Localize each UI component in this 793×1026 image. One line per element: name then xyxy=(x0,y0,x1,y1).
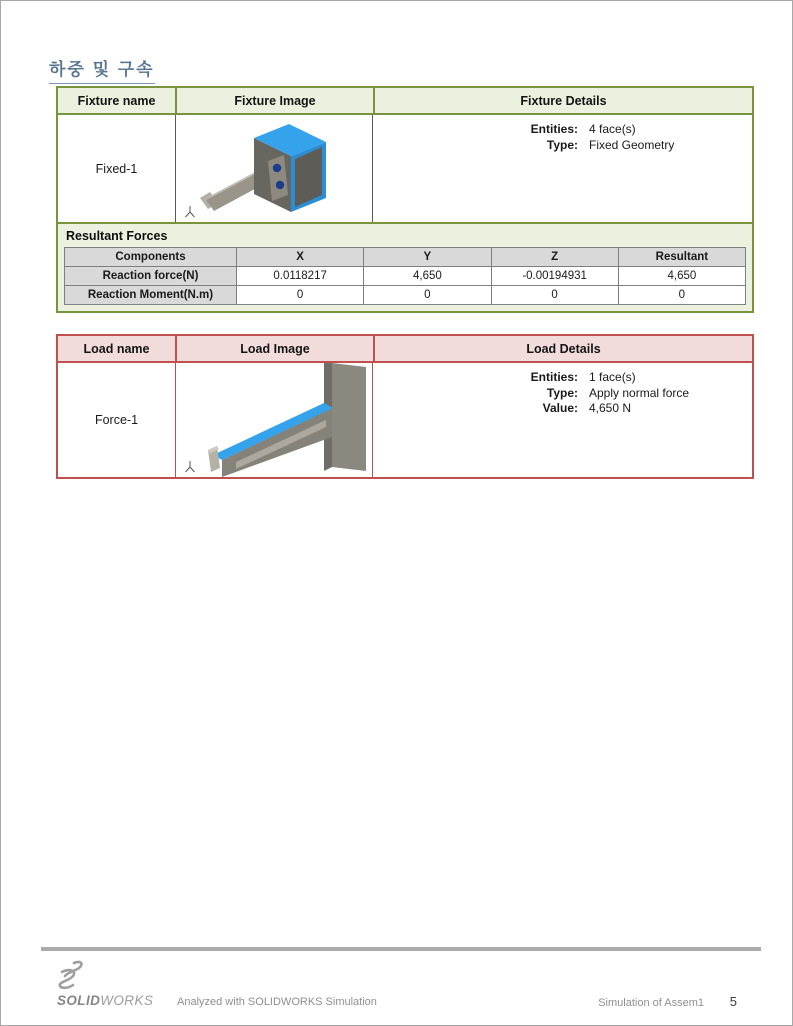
load-name: Force-1 xyxy=(94,413,139,427)
section-title xyxy=(49,55,155,84)
load-3d-image xyxy=(176,363,373,477)
detail-line xyxy=(373,386,752,402)
reaction-force-z: -0.00194931 xyxy=(491,267,618,286)
fixture-name: Fixed-1 xyxy=(95,161,138,176)
load-table xyxy=(56,334,754,479)
fixture-name-header: Fixture name xyxy=(77,94,156,108)
detail-value: 1 face(s) xyxy=(589,370,636,384)
load-details-header: Load Details xyxy=(373,336,752,361)
reaction-force-x: 0.0118217 xyxy=(237,267,364,286)
reaction-moment-resultant: 0 xyxy=(618,286,745,305)
detail-line xyxy=(373,401,752,417)
forces-header-resultant: Resultant xyxy=(618,248,745,267)
reaction-moment-z: 0 xyxy=(491,286,618,305)
detail-value: 4 face(s) xyxy=(589,122,636,136)
fixture-3d-image xyxy=(176,115,373,222)
resultant-forces-section xyxy=(58,222,752,311)
fixture-row xyxy=(58,113,752,222)
fixture-table xyxy=(56,86,754,313)
reaction-force-label: Reaction force(N) xyxy=(65,267,237,286)
forces-header-z: Z xyxy=(491,248,618,267)
page-number: 5 xyxy=(729,994,737,1009)
fixture-details-cell xyxy=(373,115,752,222)
brand-works: WORKS xyxy=(100,993,154,1008)
footer-analyzed-text: Analyzed with SOLIDWORKS Simulation xyxy=(177,996,377,1008)
fixture-table-header xyxy=(58,88,752,113)
detail-line xyxy=(373,122,752,138)
reaction-moment-y: 0 xyxy=(364,286,491,305)
dassault-3ds-logo-icon xyxy=(53,959,89,991)
detail-label: Type: xyxy=(546,137,578,152)
footer-divider xyxy=(41,947,761,951)
load-image-header: Load Image xyxy=(175,336,373,361)
fixture-details-header: Fixture Details xyxy=(373,88,752,113)
section-title-text: 하중 및 구속 xyxy=(49,55,155,84)
load-table-header xyxy=(58,336,752,361)
reaction-moment-x: 0 xyxy=(237,286,364,305)
load-details-cell xyxy=(373,363,752,477)
load-name-header: Load name xyxy=(83,342,150,356)
fixture-image-cell xyxy=(175,115,373,222)
forces-header-components: Components xyxy=(65,248,237,267)
forces-header-row xyxy=(65,248,746,267)
detail-label: Value: xyxy=(542,401,578,415)
detail-label: Type: xyxy=(546,385,578,400)
detail-label: Entities: xyxy=(530,122,578,136)
detail-line xyxy=(373,370,752,386)
detail-value: Fixed Geometry xyxy=(589,137,675,152)
solidworks-wordmark xyxy=(57,993,153,1008)
detail-value: 4,650 N xyxy=(589,401,632,415)
footer-document-name: Simulation of Assem1 xyxy=(598,997,704,1009)
reaction-force-row xyxy=(65,267,746,286)
origin-triad-icon xyxy=(184,205,196,218)
reaction-moment-row xyxy=(65,286,746,305)
reaction-force-y: 4,650 xyxy=(364,267,491,286)
detail-label: Entities: xyxy=(530,370,578,384)
reaction-force-resultant: 4,650 xyxy=(618,267,745,286)
resultant-forces-title: Resultant Forces xyxy=(66,229,168,243)
brand-solid: SOLID xyxy=(57,993,101,1008)
forces-header-x: X xyxy=(237,248,364,267)
reaction-moment-label: Reaction Moment(N.m) xyxy=(65,286,237,305)
origin-triad-icon xyxy=(184,460,196,473)
load-row xyxy=(58,361,752,477)
detail-line xyxy=(373,138,752,154)
detail-value: Apply normal force xyxy=(589,385,690,400)
load-image-cell xyxy=(175,363,373,477)
resultant-forces-table xyxy=(64,247,746,305)
forces-header-y: Y xyxy=(364,248,491,267)
fixture-image-header: Fixture Image xyxy=(175,88,373,113)
